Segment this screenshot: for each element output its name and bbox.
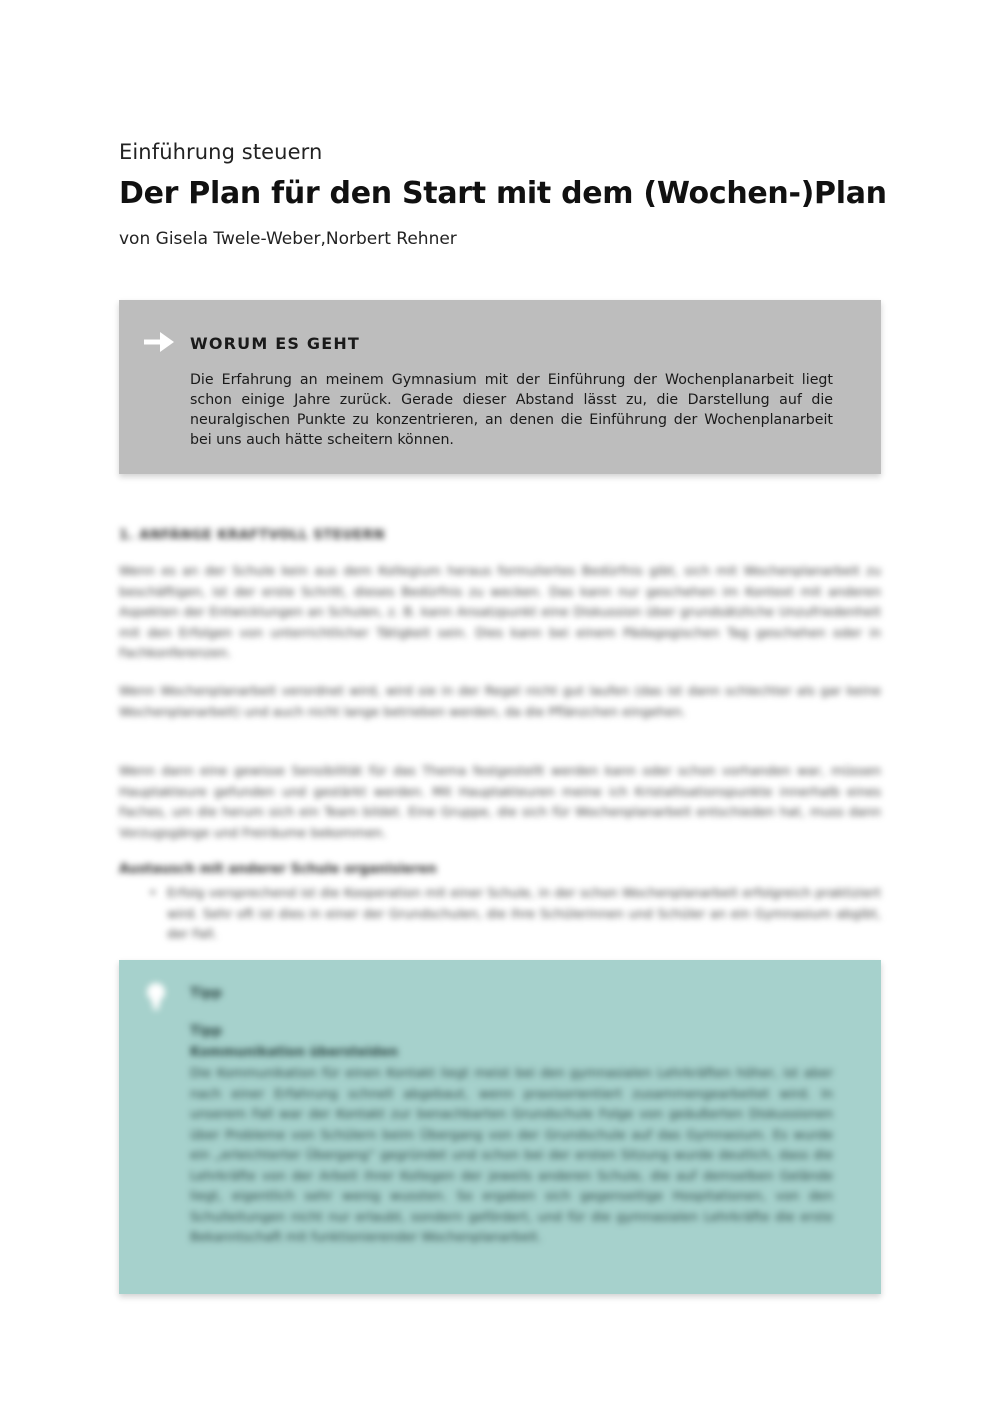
body-paragraph: Wenn Wochenplanarbeit verordnet wird, wird sie in der Regel nicht gut laufen (das ist dann schlechter als gar keine Wochenplanarbeit) und auch nicht lange betrieben werden, da die Pflänzchen eingehen. [119,684,881,720]
section-heading: 1. ANFÄNGE KRAFTVOLL STEUERN [119,528,385,543]
lightbulb-icon [145,982,167,1012]
summary-heading: WORUM ES GEHT [190,334,361,353]
document-kicker: Einführung steuern [119,140,323,164]
tip-box [119,960,881,1294]
bullet-list [145,884,881,946]
document-authors: von Gisela Twele-Weber,Norbert Rehner [119,229,457,249]
tip-title: Tipp [190,1024,222,1039]
list-item: • Erfolg versprechend ist die Kooperation mit einer Schule, in der schon Wochenplanarbeit erfolgreich praktiziert wird. Sehr oft ist dies in einer der Grundschulen, die ihre Schülerinnen und Schüler an ein Gymnasium abgibt, der Fall. [145,884,881,946]
body-subheading: Austausch mit anderer Schule organisieren [119,862,437,877]
summary-box [119,300,881,474]
tip-subtitle: Kommunikation übersteiden [190,1045,399,1060]
tip-text: Die Kommunikation für einen Kontakt liegt meist bei den gymnasialen Lehrkräften höher, ist aber nach einer Erfahrung schnell abgebaut, wenn praxisorientiert zusammengearbeitet wird. In unserem Fall war der Kontakt zur benachbarten Grundschule Folge von geäußerten Diskussionen über Probleme von Schülern beim Übergang von der Grundschule auf das Gymnasium. Es wurde ein „erleichterter Übergang“ gegründet und schon bei der ersten Sitzung wurde deutlich, dass die Lehrkräfte von der Arbeit ihrer Kollegen der jeweils anderen Schule, die auf demselben Gelände liegt, eigentlich sehr wenig wussten. So ergaben sich gegenseitige Hospitationen, von den Schulleitungen nicht nur erlaubt, sondern gefördert, und für die gymnasialen Lehrkräfte die erste Bekanntschaft mit funktionierender Wochenplanarbeit. [190,1066,833,1245]
arrow-right-icon [143,330,175,354]
body-paragraph: Wenn dann eine gewisse Sensibilität für das Thema festgestellt werden kann oder schon vorhanden war, müssen Hauptakteure gefunden und gestärkt werden. Mit Hauptakteuren meine ich Kristallisationspunkte innerhalb eines Faches, um die herum sich ein Team bildet. Eine Gruppe, die sich für Wochenplanarbeit entschieden hat, muss dann Vorzugsgänge und Freiräume bekommen. [119,764,881,841]
body-paragraph: Wenn es an der Schule kein aus dem Kollegium heraus formuliertes Bedürfnis gibt, sich mit Wochenplanarbeit zu beschäftigen, ist der erste Schritt, dieses Bedürfnis zu wecken. Das kann nur geschehen im Kontext mit anderen Aspekten der Entwicklungen an Schulen, z. B. kann Ansatzpunkt eine Diskussion über grundsätzliche Unzufriedenheit mit den Erfolgen von unterrichtlicher Tätigkeit sein. Dies kann bei einem Pädagogischen Tag geschehen oder in Fachkonferenzen. [119,564,881,661]
document-title: Der Plan für den Start mit dem (Wochen-)Plan [119,176,887,211]
tip-label: Tipp [190,986,222,1001]
summary-text: Die Erfahrung an meinem Gymnasium mit der Einführung der Wochenplanarbeit liegt schon einige Jahre zurück. Gerade dieser Abstand lässt zu, die Darstellung auf die neuralgischen Punkte zu konzentrieren, an denen die Einführung der Wochenplanarbeit bei uns auch hätte scheitern können. [190,372,833,448]
